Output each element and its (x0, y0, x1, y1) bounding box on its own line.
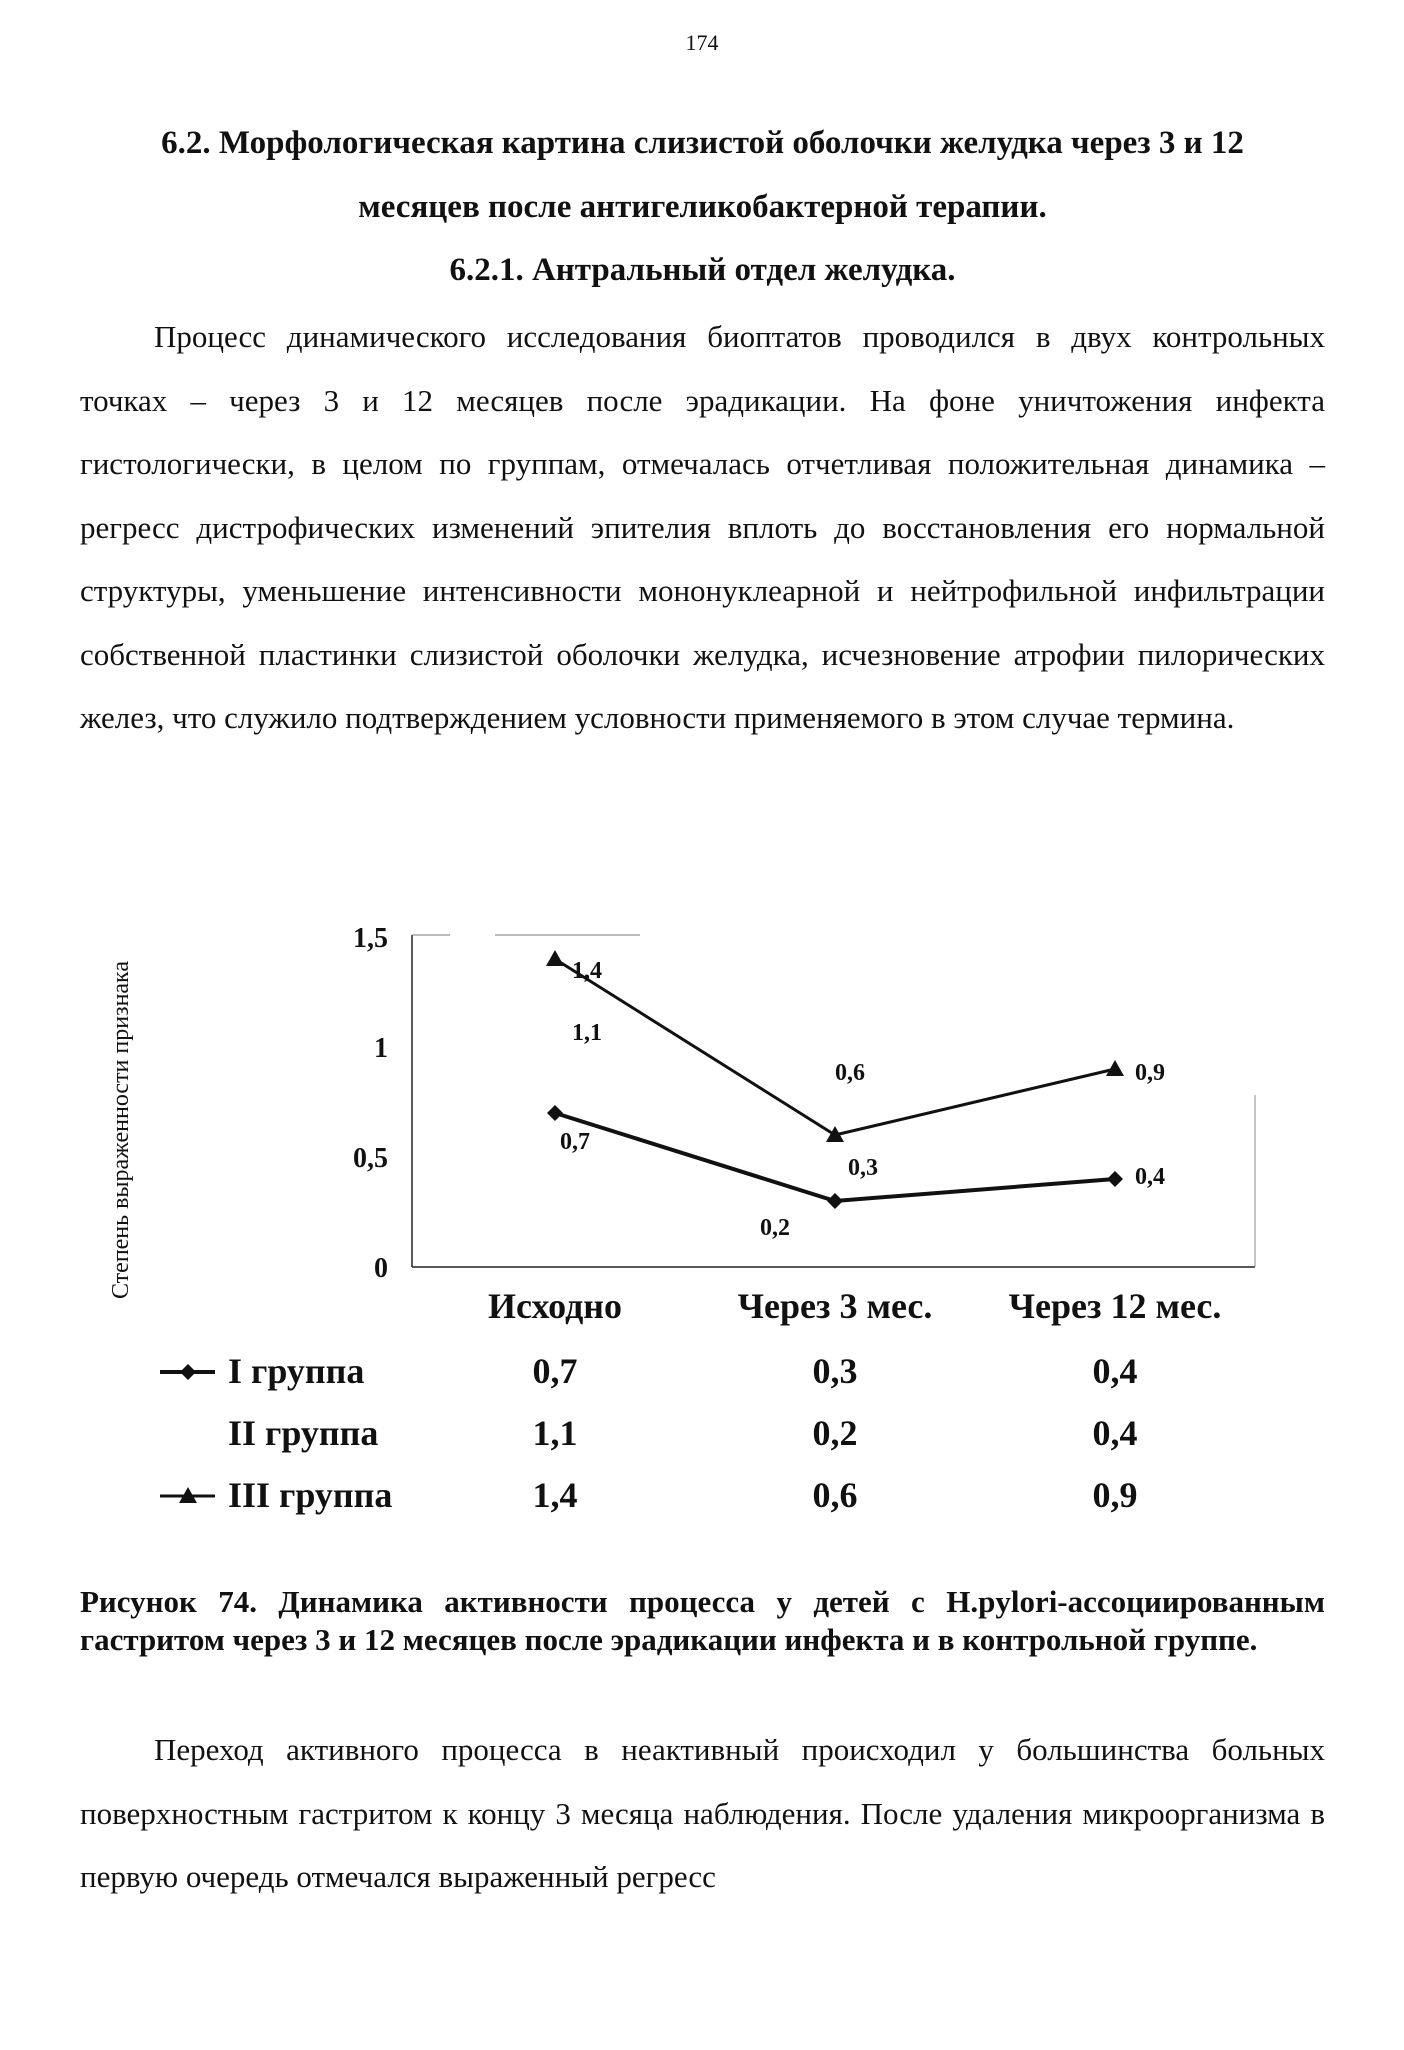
table-cell: 0,9 (1092, 1475, 1138, 1515)
table-cell: 1,4 (532, 1475, 578, 1515)
data-label: 0,3 (848, 1155, 878, 1181)
series-point-diamond (1107, 1171, 1123, 1187)
y-tick-label: 1 (374, 1033, 388, 1064)
figure-caption: Рисунок 74. Динамика активности процесса у детей с H.pylori-ассоциированным гастритом через 3 и 12 месяцев после эрадикации инфекта и в контрольной группе. (80, 1584, 1325, 1657)
category-label: Исходно (487, 1286, 623, 1326)
series-point-diamond (547, 1105, 563, 1121)
line-chart (0, 880, 1404, 1540)
data-label: 0,7 (560, 1129, 590, 1155)
category-labels (488, 1286, 1221, 1326)
page-number: 174 (685, 30, 719, 55)
paragraph-1: Процесс динамического исследования биоптатов проводился в двух контрольных точках – через 3 и 12 месяцев после эрадикации. На фоне уничтожения инфекта гистологически, в целом по группам, отмечалась отчетливая положительная динамика – регресс дистрофических изменений эпителия вплоть до восстановления его нормальной структуры, уменьшение интенсивности мононуклеарной и нейтрофильной инфильтрации собственной пластинки слизистой оболочки желудка, исчезновение атрофии пилорических желез, что служило подтверждением условности применяемого в этом случае термина. (80, 319, 1325, 735)
table-cell: 0,4 (1092, 1413, 1138, 1453)
table-cell: 0,2 (812, 1413, 858, 1453)
table-cell: 0,6 (812, 1475, 858, 1515)
y-ticks (353, 923, 388, 1284)
table-cell: 1,1 (532, 1413, 578, 1453)
y-axis-label-group (108, 961, 134, 1299)
data-label: 1,1 (572, 1020, 602, 1046)
table-cell: 0,7 (532, 1351, 578, 1391)
series-point-triangle (546, 950, 564, 966)
data-label: 0,2 (760, 1215, 790, 1241)
data-label: 0,4 (1135, 1164, 1165, 1190)
series-point-triangle (1106, 1060, 1124, 1076)
table-row-label: III группа (228, 1475, 393, 1515)
data-table (160, 1351, 1138, 1515)
series-point-diamond (827, 1193, 843, 1209)
data-label: 0,6 (835, 1060, 865, 1086)
table-cell: 0,4 (1092, 1351, 1138, 1391)
data-label: 0,9 (1135, 1060, 1165, 1086)
section-title-line1: 6.2. Морфологическая картина слизистой оболочки желудка через 3 и 12 (161, 125, 1244, 161)
subsection-title: 6.2.1. Антральный отдел желудка. (449, 252, 956, 288)
category-label: Через 3 мес. (737, 1286, 933, 1326)
data-label: 1,4 (572, 958, 602, 984)
legend-key-diamond (180, 1364, 196, 1380)
chart-axes (412, 935, 1255, 1267)
y-tick-label: 1,5 (353, 923, 388, 954)
paragraph-2: Переход активного процесса в неактивный происходил у большинства больных поверхностным гастритом к концу 3 месяца наблюдения. После удаления микроорганизма в первую очередь отмечался выраженный регресс (80, 1732, 1325, 1894)
table-row-label: I группа (228, 1351, 365, 1391)
series-line-3 (555, 959, 1115, 1135)
table-row-label: II группа (228, 1413, 379, 1453)
category-label: Через 12 мес. (1008, 1286, 1222, 1326)
y-tick-label: 0,5 (353, 1143, 388, 1174)
table-cell: 0,3 (812, 1351, 858, 1391)
y-axis-title: Степень выраженности признака (108, 960, 134, 1300)
section-title-line2: месяцев после антигеликобактерной терапии. (358, 189, 1047, 225)
y-tick-label: 0 (374, 1253, 388, 1284)
